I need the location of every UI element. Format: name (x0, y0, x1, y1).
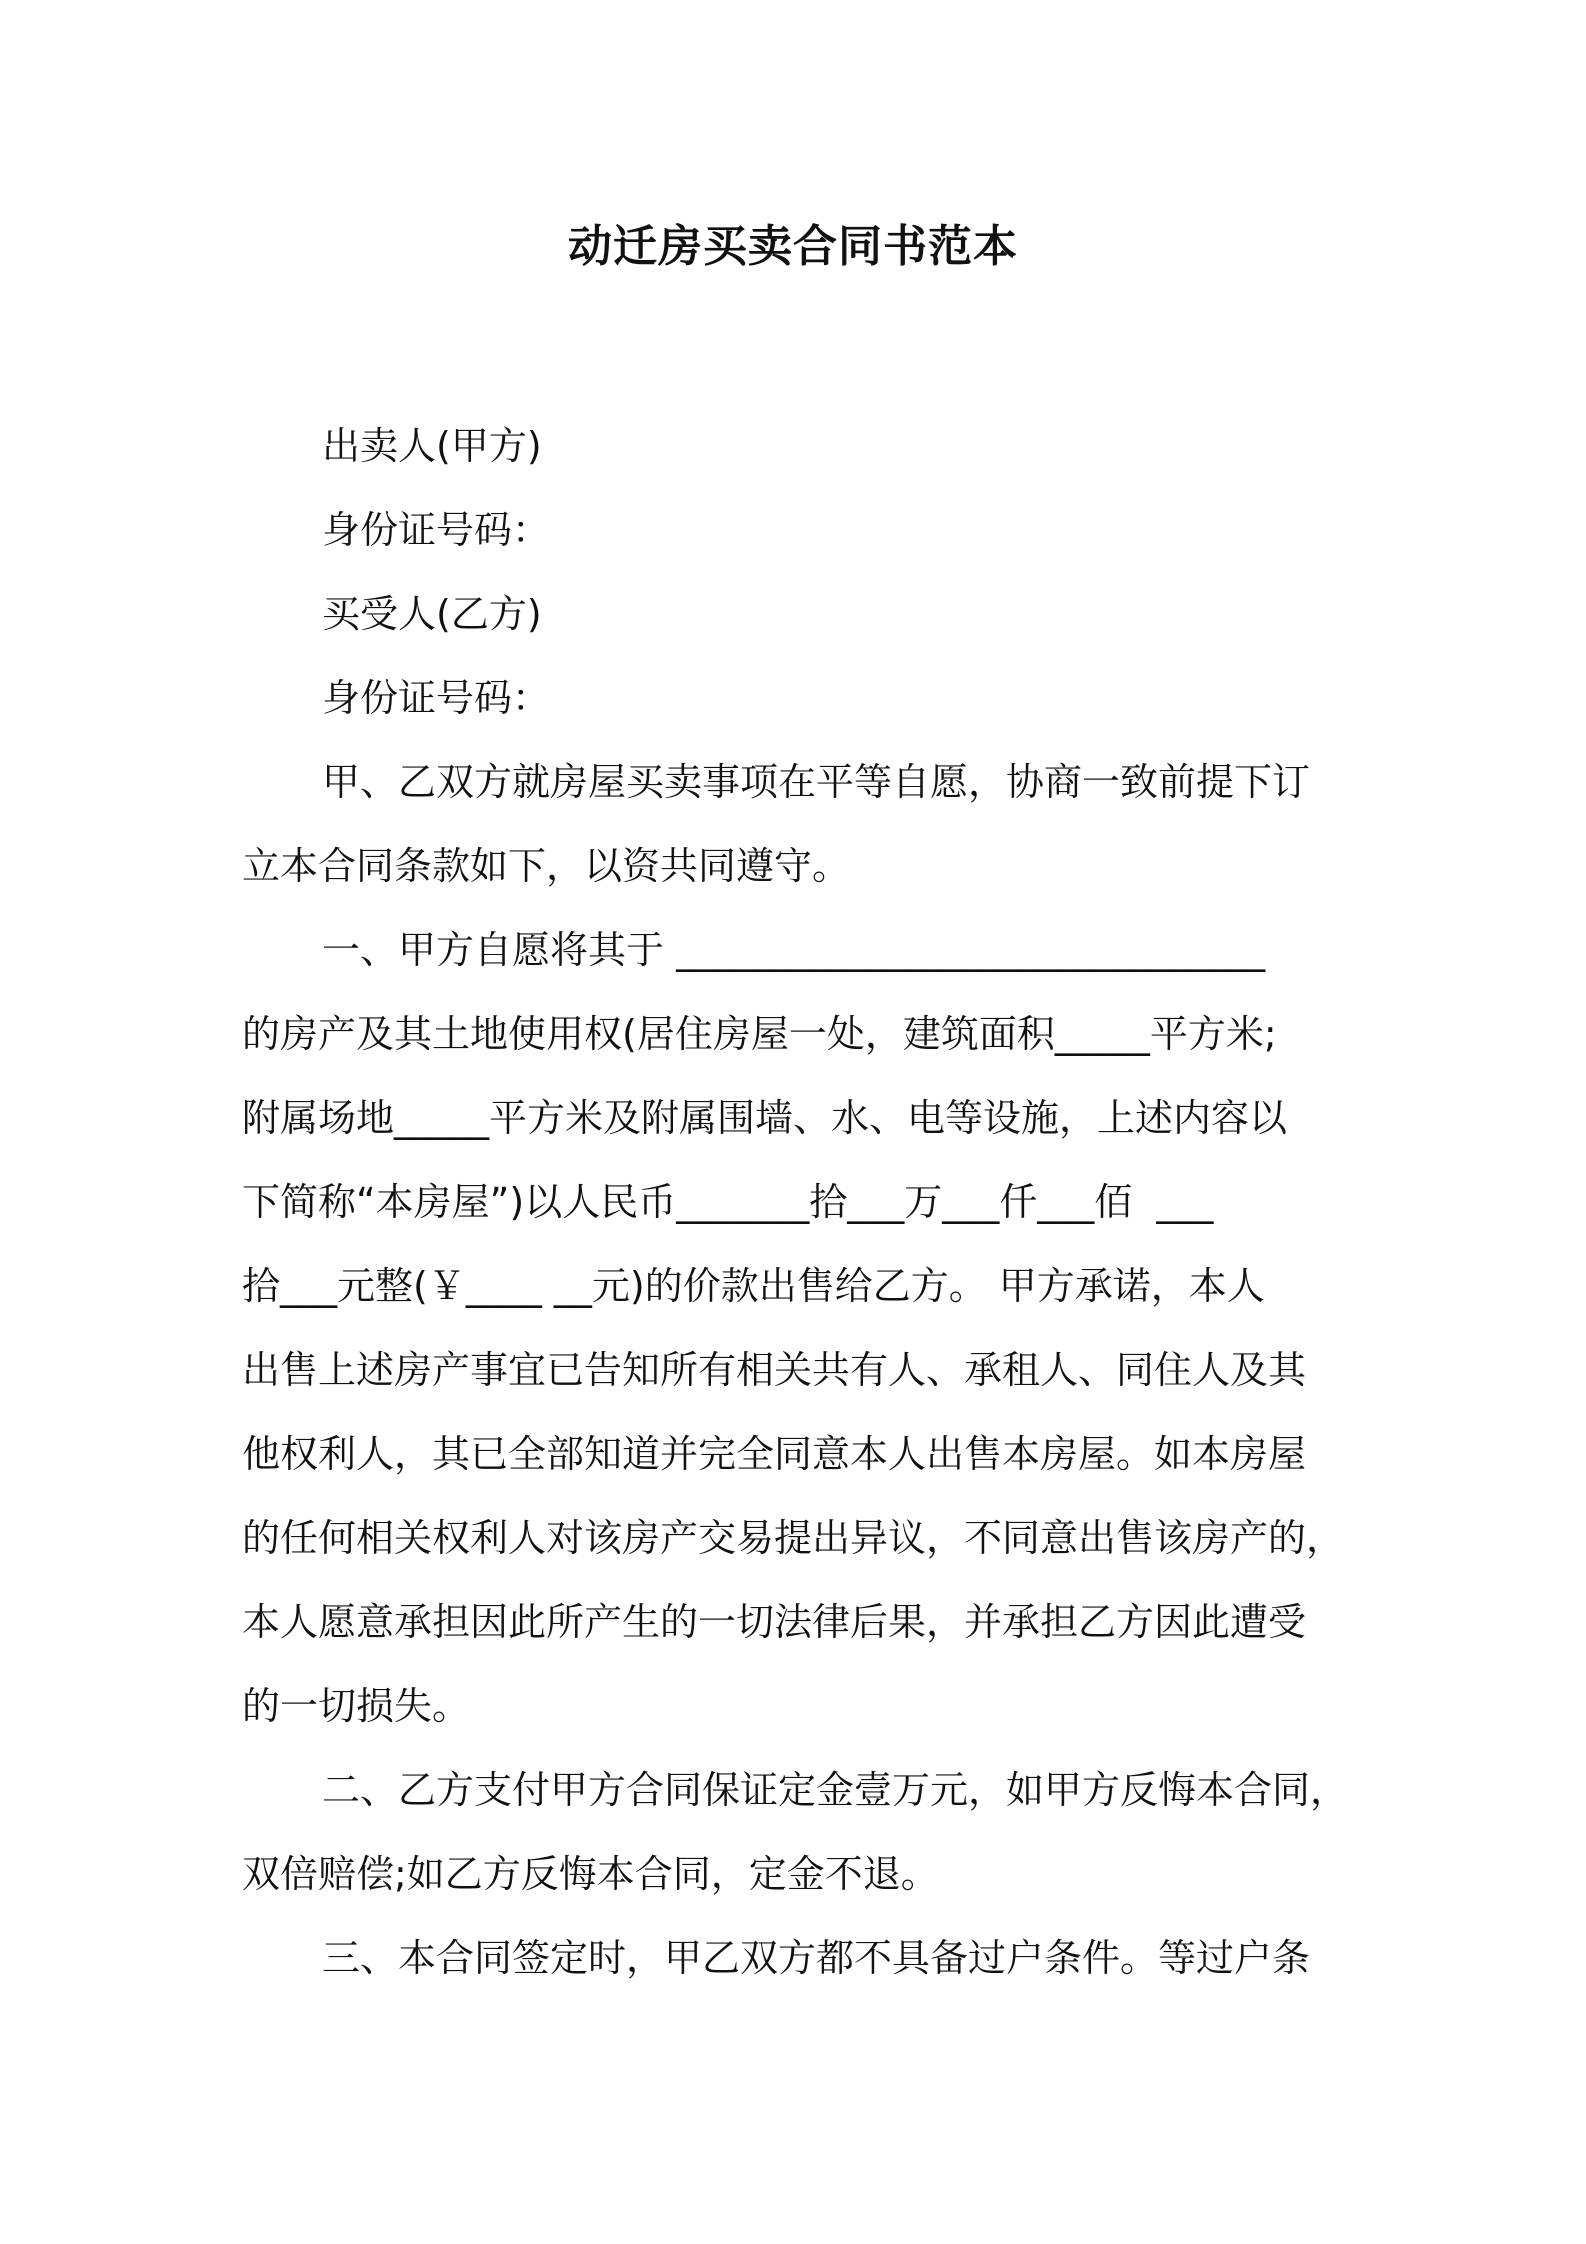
clause-2-line: 双倍赔偿;如乙方反悔本合同，定金不退。 (242, 1852, 939, 1896)
clause-1-line: 本人愿意承担因此所产生的一切法律后果，并承担乙方因此遭受 (242, 1600, 1307, 1644)
clause-1-line: 他权利人，其已全部知道并完全同意本人出售本房屋。如本房屋 (242, 1432, 1307, 1476)
clause-1-line: 一、甲方自愿将其于 _______________________________ (322, 928, 1266, 972)
clause-1-line: 的任何相关权利人对该房产交易提出异议，不同意出售该房产的， (242, 1516, 1345, 1560)
buyer-label: 买受人(乙方) (322, 592, 542, 636)
preamble-line: 立本合同条款如下，以资共同遵守。 (242, 844, 851, 888)
clause-1-line: 的一切损失。 (242, 1684, 471, 1728)
document-title: 动迁房买卖合同书范本 (568, 221, 1018, 272)
seller-id-label: 身份证号码： (322, 508, 551, 552)
clause-2-line: 二、乙方支付甲方合同保证定金壹万元，如甲方反悔本合同， (322, 1768, 1349, 1812)
contract-body (242, 404, 1352, 2000)
buyer-id-label: 身份证号码： (322, 676, 551, 720)
clause-1-line: 出售上述房产事宜已告知所有相关共有人、承租人、同住人及其 (242, 1348, 1307, 1392)
clause-1-line: 附属场地_____平方米及附属围墙、水、电等设施，上述内容以 (242, 1096, 1288, 1140)
clause-1-line: 的房产及其土地使用权(居住房屋一处，建筑面积_____平方米; (242, 1012, 1277, 1056)
clause-3-line: 三、本合同签定时，甲乙双方都不具备过户条件。等过户条 (322, 1936, 1311, 1980)
clause-1-line: 下简称“本房屋”)以人民币_______拾___万___仟___佰 ___ (242, 1180, 1214, 1224)
clause-1-line: 拾___元整(￥____ __元)的价款出售给乙方。 甲方承诺，本人 (242, 1264, 1265, 1308)
seller-label: 出卖人(甲方) (322, 424, 542, 468)
preamble-line: 甲、乙双方就房屋买卖事项在平等自愿，协商一致前提下订 (322, 760, 1311, 804)
